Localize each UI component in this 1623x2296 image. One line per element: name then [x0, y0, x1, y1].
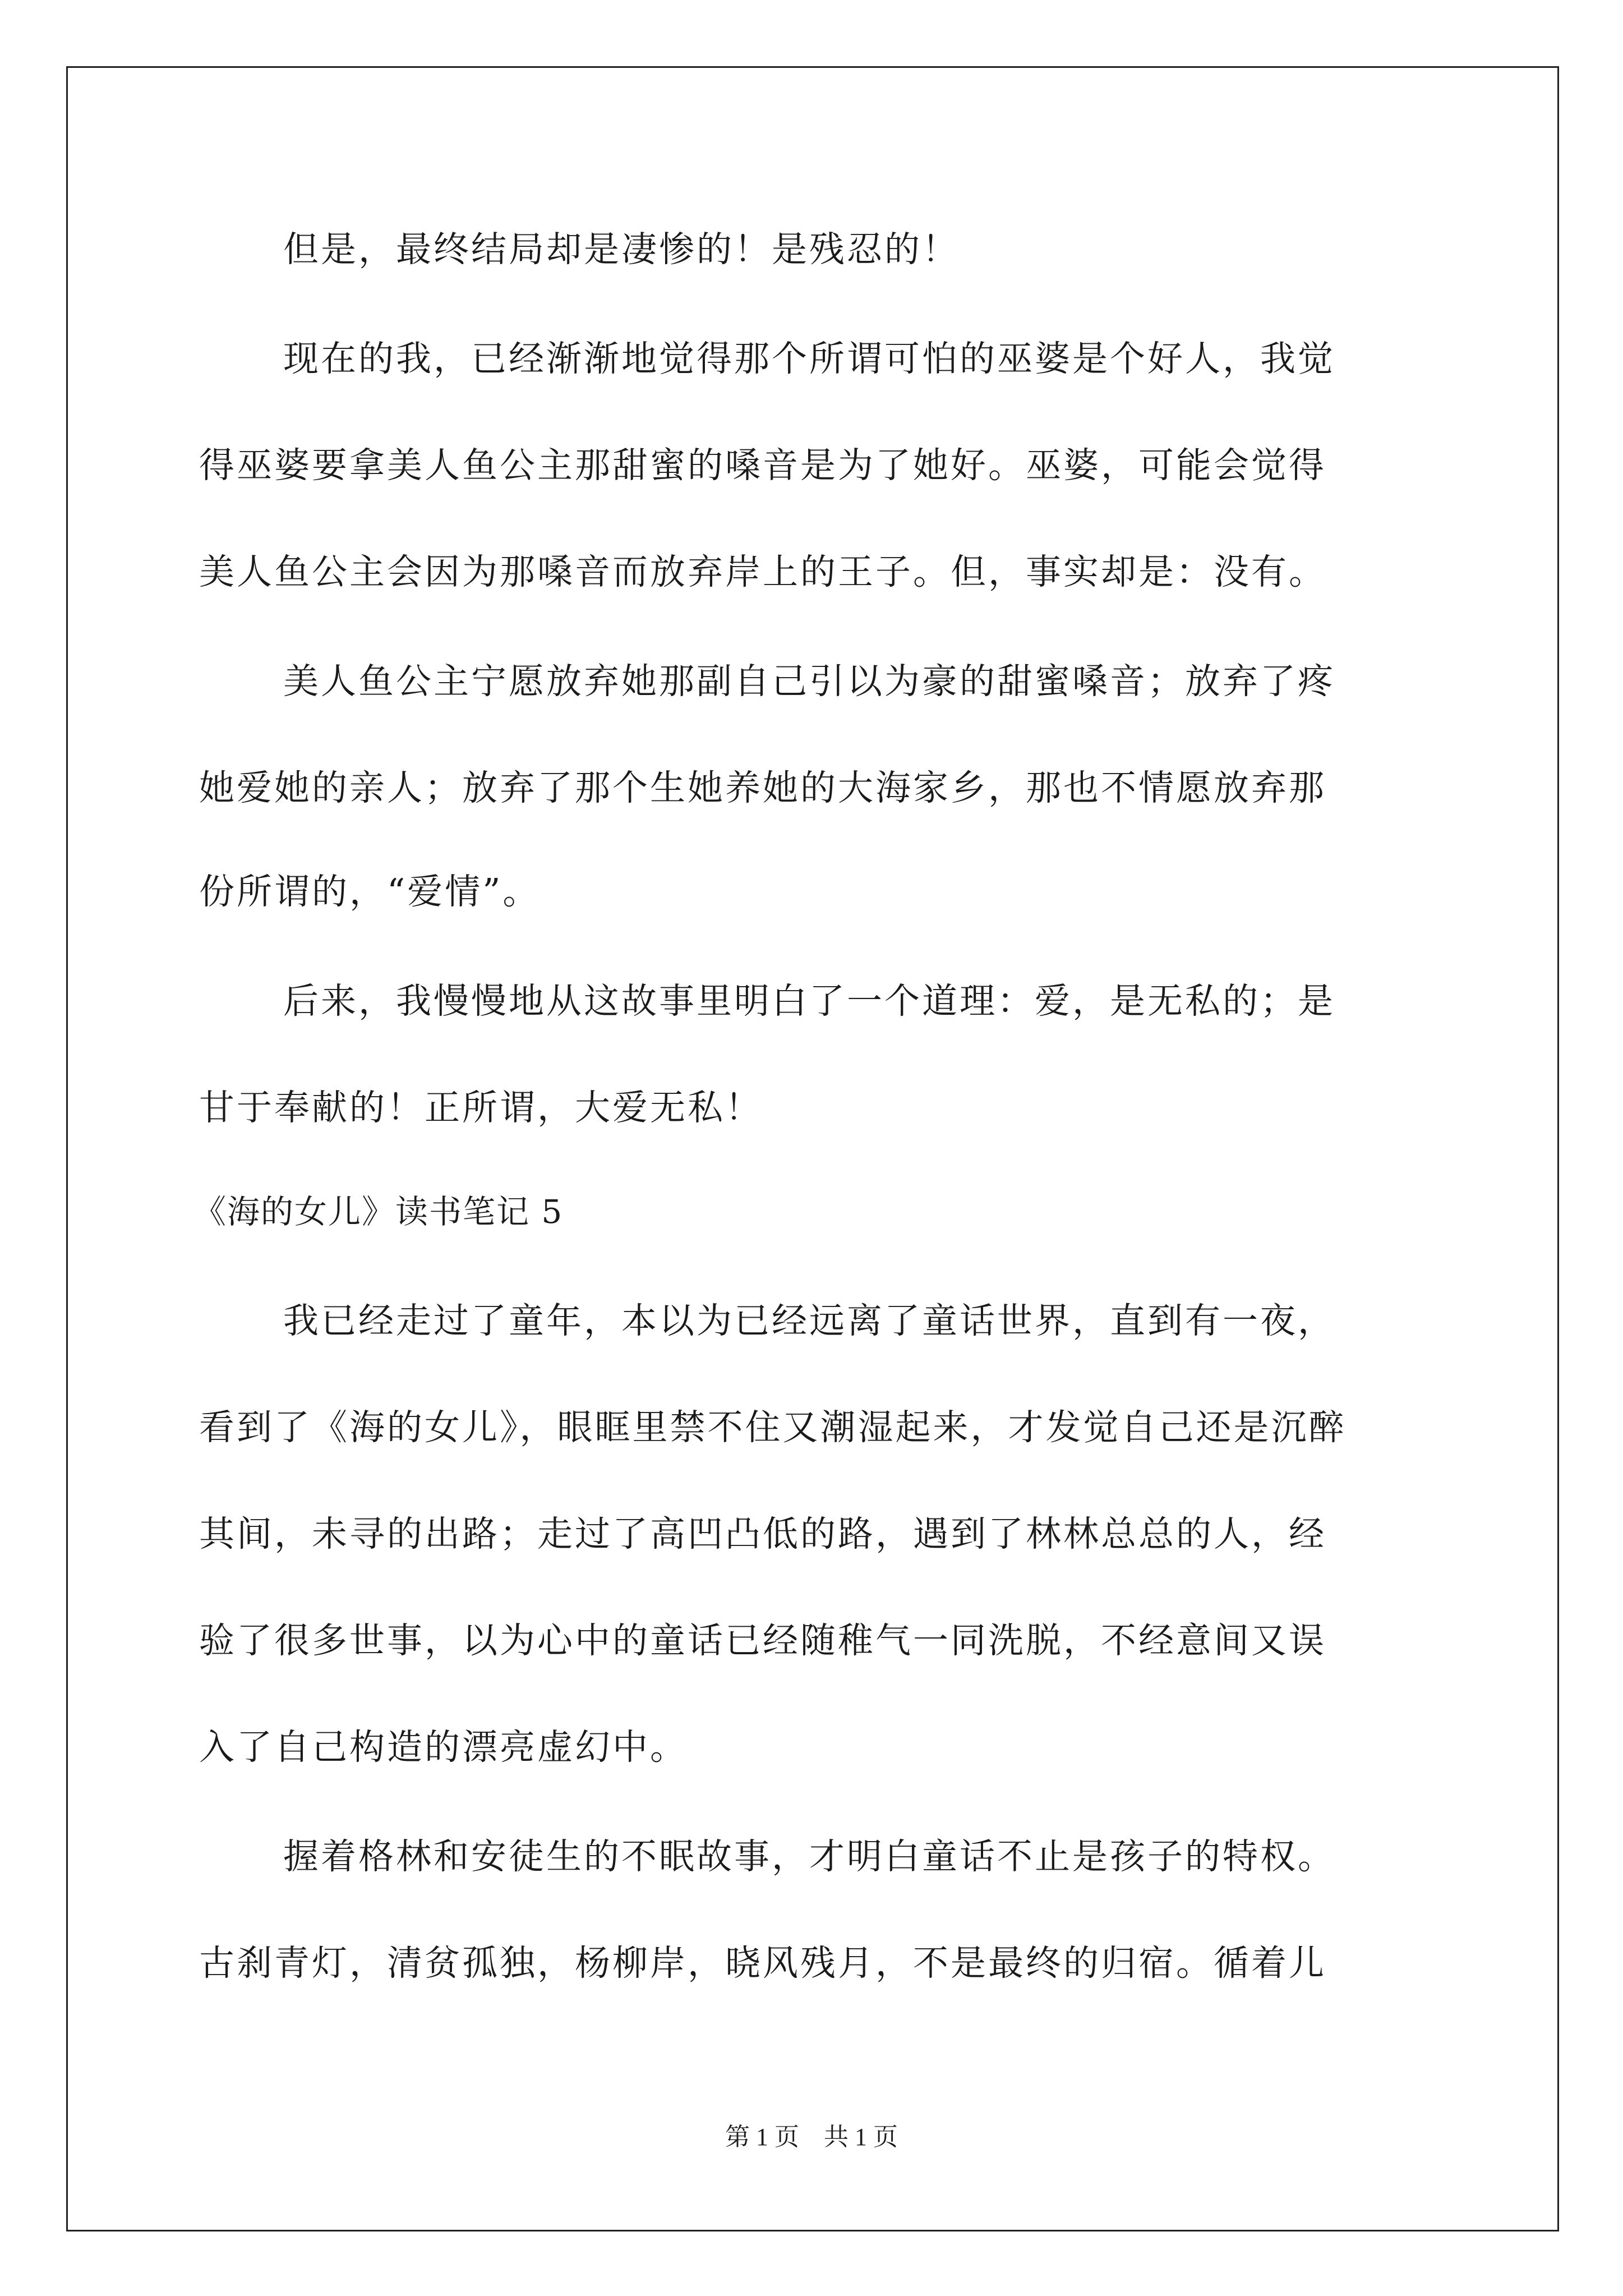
- text-line: 后来，我慢慢地从这故事里明白了一个道理：爱，是无私的；是: [283, 981, 1335, 1022]
- text-line: 美人鱼公主会因为那嗓音而放弃岸上的王子。但，事实却是：没有。: [199, 551, 1326, 592]
- text-line: 看到了《海的女儿》，眼眶里禁不住又潮湿起来，才发觉自己还是沉醉: [199, 1407, 1347, 1448]
- text-line: 她爱她的亲人；放弃了那个生她养她的大海家乡，那也不情愿放弃那: [199, 767, 1326, 808]
- text-line: 古刹青灯，清贫孤独，杨柳岸，晓风残月，不是最终的归宿。循着儿: [199, 1943, 1326, 1984]
- text-line: 我已经走过了童年，本以为已经远离了童话世界，直到有一夜，: [283, 1300, 1335, 1341]
- text-line: 但是，最终结局却是凄惨的！是残忍的！: [283, 229, 960, 270]
- text-line: 其间，未寻的出路；走过了高凹凸低的路，遇到了林林总总的人，经: [199, 1513, 1326, 1554]
- section-heading: 《海的女儿》读书笔记 5: [193, 1193, 564, 1231]
- page-border: [66, 66, 1559, 2231]
- text-line: 验了很多世事，以为心中的童话已经随稚气一同洗脱，不经意间又误: [199, 1620, 1326, 1661]
- text-line: 握着格林和安徒生的不眠故事，才明白童话不止是孩子的特权。: [283, 1836, 1335, 1877]
- page-footer: 第 1 页 共 1 页: [725, 2123, 898, 2151]
- text-line: 甘于奉献的！正所谓，大爱无私！: [199, 1087, 763, 1128]
- text-line: 份所谓的，“爱情”。: [199, 871, 541, 912]
- text-line: 美人鱼公主宁愿放弃她那副自己引以为豪的甜蜜嗓音；放弃了疼: [283, 661, 1335, 702]
- text-line: 现在的我，已经渐渐地觉得那个所谓可怕的巫婆是个好人，我觉: [283, 338, 1335, 379]
- text-line: 得巫婆要拿美人鱼公主那甜蜜的嗓音是为了她好。巫婆，可能会觉得: [199, 445, 1326, 486]
- text-line: 入了自己构造的漂亮虚幻中。: [199, 1727, 688, 1768]
